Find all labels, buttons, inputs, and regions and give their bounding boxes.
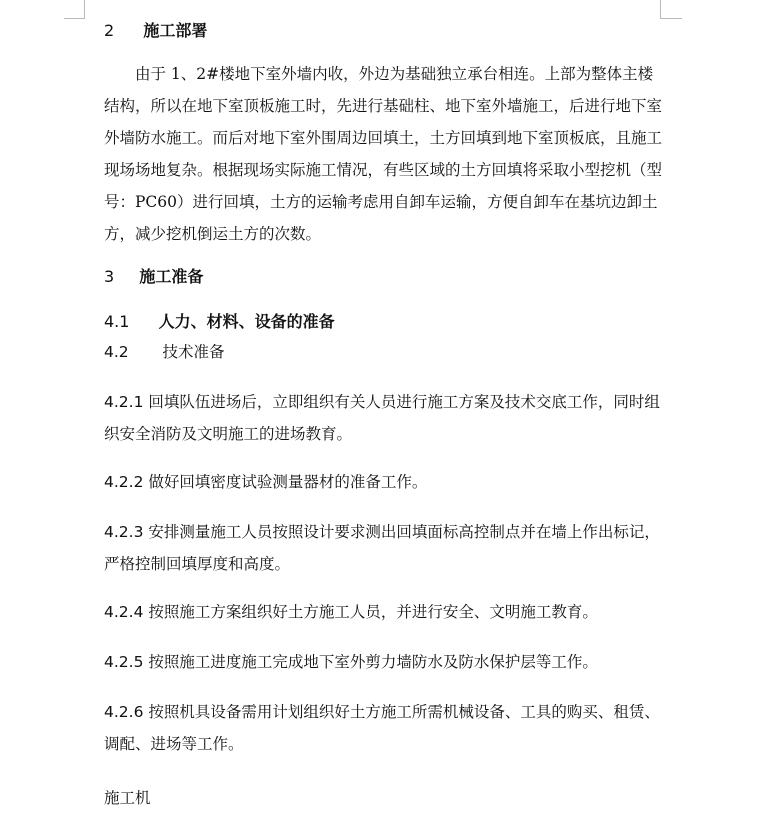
section-title: 人力、材料、设备的准备 xyxy=(158,312,335,331)
section-number: 4.1 xyxy=(104,312,130,331)
item-number: 4.2.5 xyxy=(104,653,144,671)
list-item xyxy=(104,466,664,498)
item-number: 4.2.6 xyxy=(104,703,144,721)
item-number: 4.2.3 xyxy=(104,523,144,541)
section-2-body: 由于 1、2#楼地下室外墙内收，外边为基础独立承台相连。上部为整体主楼结构，所以在地下室顶板施工时，先进行基础柱、地下室外墙施工，后进行地下室外墙防水施工。而后对地下室外围周边回填土，土方回填到地下室顶板底，且施工现场场地复杂。根据现场实际施工情况，有些区域的土方回填将采取小型挖机（型号：PC60）进行回填，土方的运输考虑用自卸车运输，方便自卸车在基坑边卸土方，减少挖机倒运土方的次数。 xyxy=(104,65,663,243)
item-text: 按照施工方案组织好土方施工人员，并进行安全、文明施工教育。 xyxy=(148,603,598,621)
trailing-text: 施工机 xyxy=(104,789,151,807)
list-item xyxy=(104,596,664,628)
item-text: 按照施工进度施工完成地下室外剪力墙防水及防水保护层等工作。 xyxy=(148,653,598,671)
section-4-1-heading xyxy=(104,309,335,332)
item-text: 回填队伍进场后，立即组织有关人员进行施工方案及技术交底工作，同时组织安全消防及文明施工的进场教育。 xyxy=(104,393,660,443)
section-number: 4.2 xyxy=(104,343,129,361)
corner-mark-right-horizontal xyxy=(660,18,682,19)
corner-mark-left-horizontal xyxy=(64,18,85,19)
section-title: 技术准备 xyxy=(162,343,225,361)
list-item xyxy=(104,386,664,450)
item-text: 做好回填密度试验测量器材的准备工作。 xyxy=(148,473,428,491)
corner-mark-right-vertical xyxy=(660,0,661,19)
section-title: 施工准备 xyxy=(139,267,204,286)
section-number: 2 xyxy=(104,21,115,40)
item-text: 安排测量施工人员按照设计要求测出回填面标高控制点并在墙上作出标记，严格控制回填厚度和高度。 xyxy=(104,523,660,573)
list-item xyxy=(104,646,664,678)
section-number: 3 xyxy=(104,267,115,286)
section-title: 施工部署 xyxy=(143,21,208,40)
section-2-heading xyxy=(104,18,207,41)
list-item xyxy=(104,696,664,760)
list-item xyxy=(104,516,664,580)
item-number: 4.2.1 xyxy=(104,393,144,411)
item-number: 4.2.4 xyxy=(104,603,144,621)
section-3-heading xyxy=(104,264,203,287)
item-text: 按照机具设备需用计划组织好土方施工所需机械设备、工具的购买、租赁、调配、进场等工作。 xyxy=(104,703,660,753)
corner-mark-left-vertical xyxy=(84,0,85,19)
section-4-2-heading xyxy=(104,340,225,362)
item-number: 4.2.2 xyxy=(104,473,144,491)
